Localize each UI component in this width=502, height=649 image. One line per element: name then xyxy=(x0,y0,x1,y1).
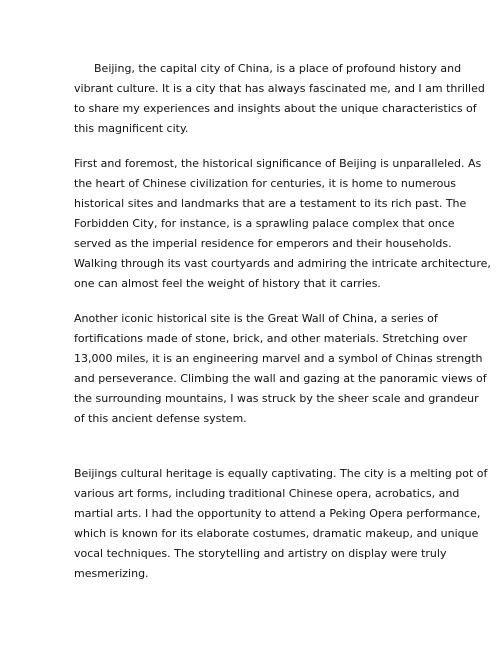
paragraph-history xyxy=(74,154,491,294)
text-line: mesmerizing. xyxy=(74,567,149,580)
text-line: First and foremost, the historical significance of Beijing is unparalleled. As xyxy=(74,157,482,170)
text-line: this magnificent city. xyxy=(74,122,189,135)
text-line: fortifications made of stone, brick, and other materials. Stretching over xyxy=(74,332,468,345)
text-line: the surrounding mountains, I was struck by the sheer scale and grandeur xyxy=(74,392,479,405)
text-line: historical sites and landmarks that are a testament to its rich past. The xyxy=(74,197,467,210)
paragraph-great-wall xyxy=(74,309,487,429)
text-line: and perseverance. Climbing the wall and gazing at the panoramic views of xyxy=(74,372,487,385)
text-line: Beijing, the capital city of China, is a place of profound history and xyxy=(94,62,462,75)
text-line: one can almost feel the weight of history that it carries. xyxy=(74,277,381,290)
paragraph-culture xyxy=(74,464,488,584)
text-line: vocal techniques. The storytelling and artistry on display were truly xyxy=(74,547,447,560)
text-line: vibrant culture. It is a city that has always fascinated me, and I am thrilled xyxy=(74,82,485,95)
text-line: which is known for its elaborate costumes, dramatic makeup, and unique xyxy=(74,527,479,540)
text-line: Another iconic historical site is the Great Wall of China, a series of xyxy=(74,312,438,325)
text-line: Walking through its vast courtyards and admiring the intricate architecture, xyxy=(74,257,491,270)
text-line: to share my experiences and insights about the unique characteristics of xyxy=(74,102,477,115)
text-line: Forbidden City, for instance, is a sprawling palace complex that once xyxy=(74,217,455,230)
text-line: various art forms, including traditional Chinese opera, acrobatics, and xyxy=(74,487,460,500)
text-line: the heart of Chinese civilization for centuries, it is home to numerous xyxy=(74,177,457,190)
paragraph-intro xyxy=(74,59,485,139)
text-line: served as the imperial residence for emperors and their households. xyxy=(74,237,452,250)
text-line: Beijings cultural heritage is equally captivating. The city is a melting pot of xyxy=(74,467,488,480)
text-line: martial arts. I had the opportunity to attend a Peking Opera performance, xyxy=(74,507,481,520)
text-line: 13,000 miles, it is an engineering marvel and a symbol of Chinas strength xyxy=(74,352,483,365)
text-line: of this ancient defense system. xyxy=(74,412,247,425)
